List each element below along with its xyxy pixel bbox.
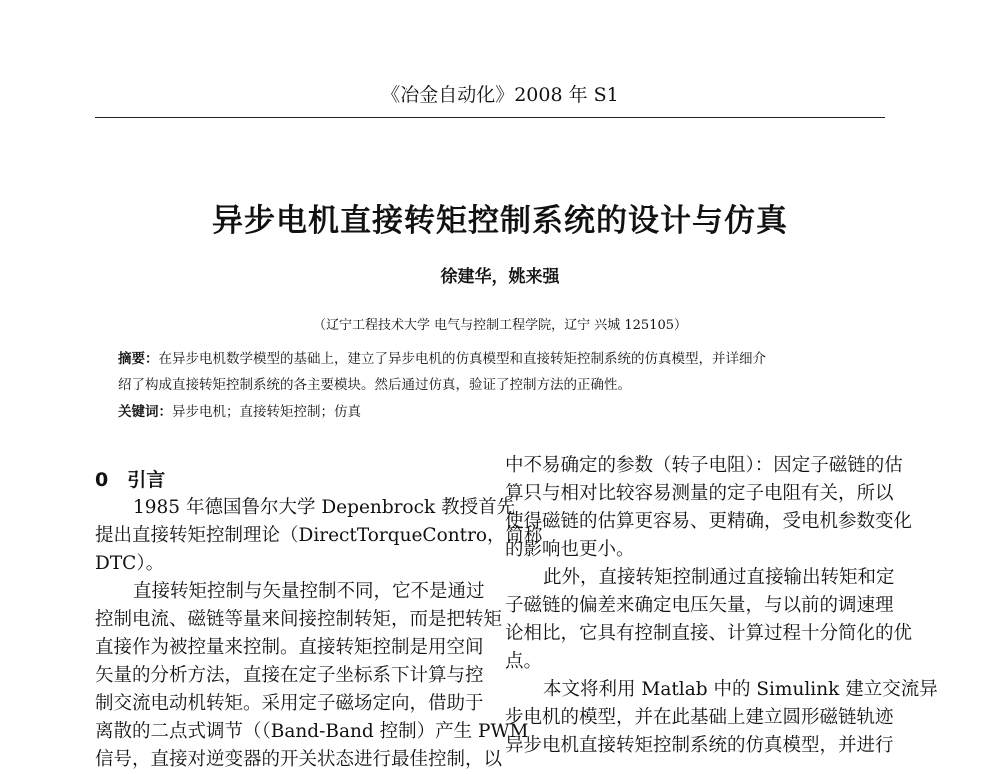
text-line: 矢量的分析方法，直接在定子坐标系下计算与控	[95, 665, 484, 686]
abstract-text: 在异步电机数学模型的基础上，建立了异步电机的仿真模型和直接转矩控制系统的仿真模型，并详细介	[158, 351, 766, 367]
text-line: 提出直接转矩控制理论（DirectTorqueContro，简称	[95, 525, 543, 546]
text-line: 步电机的模型，并在此基础上建立圆形磁链轨迹	[505, 707, 894, 728]
right-column	[505, 452, 938, 760]
text-line: 论相比，它具有控制直接、计算过程十分简化的优	[505, 623, 913, 644]
paper-title: 异步电机直接转矩控制系统的设计与仿真	[212, 203, 788, 239]
text-line: 控制电流、磁链等量来间接控制转矩，而是把转矩	[95, 609, 503, 630]
left-column	[95, 466, 543, 774]
text-line: 算只与相对比较容易测量的定子电阻有关，所以	[505, 483, 894, 504]
text-line: 使得磁链的估算更容易、更精确，受电机参数变化	[505, 511, 913, 532]
text-line: DTC）。	[95, 553, 165, 574]
keywords	[118, 400, 361, 420]
text-line: 信号，直接对逆变器的开关状态进行最佳控制，以	[95, 749, 503, 770]
text-line: 点。	[505, 651, 543, 672]
text-line: 子磁链的偏差来确定电压矢量，与以前的调速理	[505, 595, 894, 616]
abstract-line-1	[118, 347, 766, 367]
text-line: 离散的二点式调节（（Band-Band 控制）产生 PWM	[95, 721, 529, 742]
text-line: 此外，直接转矩控制通过直接输出转矩和定	[543, 567, 895, 588]
text-line: 制交流电动机转矩。采用定子磁场定向，借助于	[95, 693, 484, 714]
abstract-line-2: 绍了构成直接转矩控制系统的各主要模块。然后通过仿真，验证了控制方法的正确性。	[118, 377, 631, 393]
journal-header: 《冶金自动化》2008 年 S1	[381, 84, 619, 106]
text-line: 1985 年德国鲁尔大学 Depenbrock 教授首先	[133, 497, 516, 518]
text-line: 异步电机直接转矩控制系统的仿真模型，并进行	[505, 735, 894, 756]
keywords-label: 关键词：	[118, 404, 172, 420]
text-line: 中不易确定的参数（转子电阻）：因定子磁链的估	[505, 455, 903, 476]
text-line: 本文将利用 Matlab 中的 Simulink 建立交流异	[543, 679, 938, 700]
authors: 徐建华，姚来强	[440, 267, 560, 287]
text-line: 直接转矩控制与矢量控制不同，它不是通过	[133, 581, 485, 602]
text-line: 的影响也更小。	[505, 539, 635, 560]
keywords-text: 异步电机；直接转矩控制；仿真	[172, 404, 361, 420]
abstract-label: 摘要：	[118, 351, 159, 367]
header-rule	[95, 117, 885, 118]
text-line: 直接作为被控量来控制。直接转矩控制是用空间	[95, 637, 484, 658]
section-heading: 0 引言	[95, 469, 166, 491]
affiliation: （辽宁工程技术大学 电气与控制工程学院，辽宁 兴城 125105）	[312, 318, 688, 333]
